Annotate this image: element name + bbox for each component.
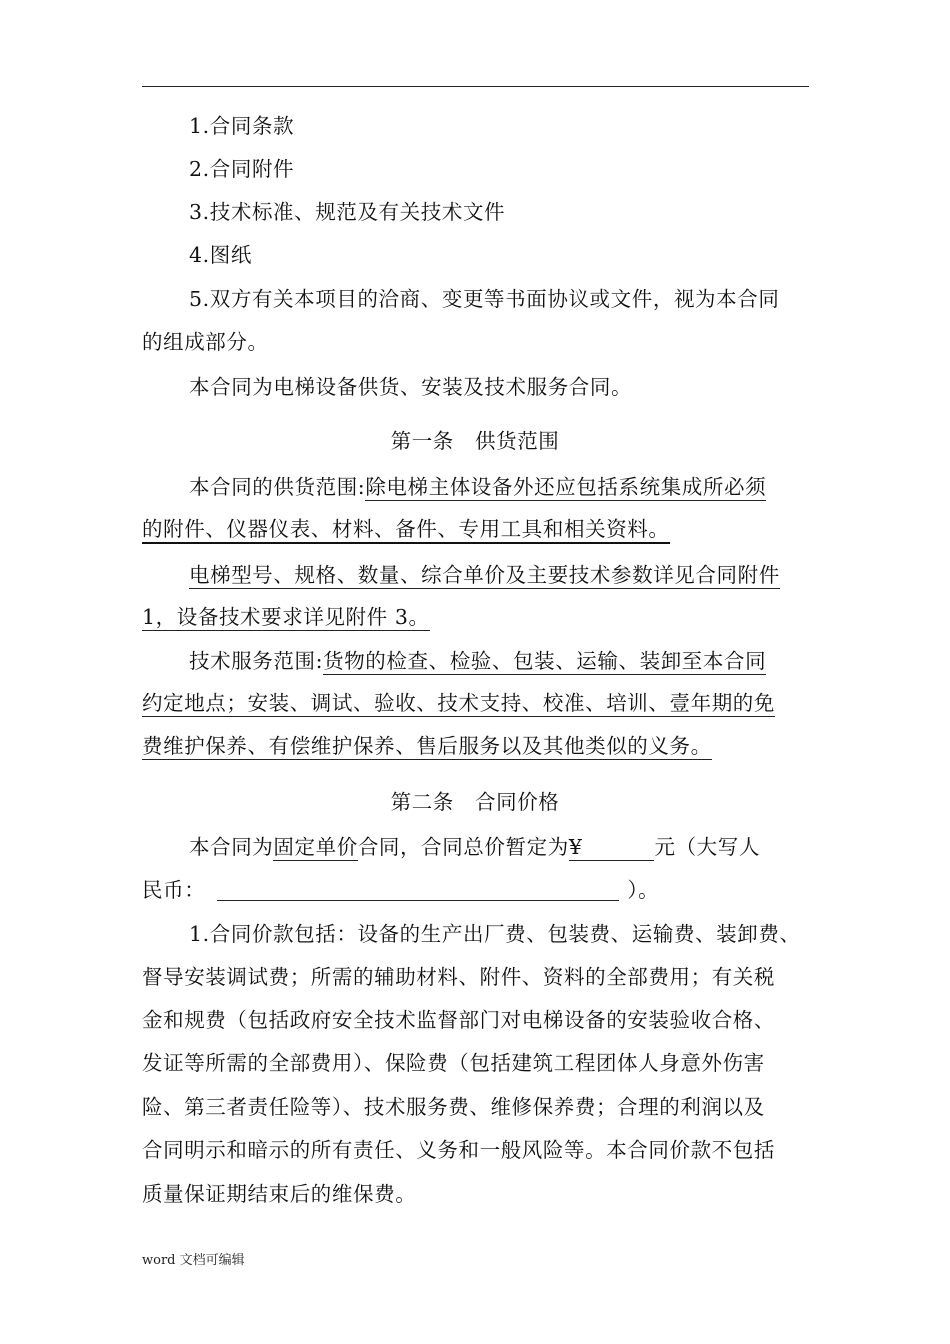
art1-p1-underlined-1: 除电梯主体设备外还应包括系统集成所必须	[365, 475, 767, 499]
art1-p2-line1	[189, 561, 780, 589]
art2-p1-line1	[189, 833, 760, 861]
art1-p1-line1	[189, 473, 766, 501]
page-footer: word 文档可编辑	[142, 1253, 245, 1268]
list-item-5-cont: 的组成部分。	[142, 330, 269, 354]
list-item-4: 4.图纸	[189, 243, 252, 267]
art2-p1-text-c: 合同，合同总价暂定为	[357, 835, 569, 859]
intro-paragraph: 本合同为电梯设备供货、安装及技术服务合同。	[189, 375, 633, 399]
art2-p1-line2	[142, 876, 659, 904]
art1-p3-underlined-2: 约定地点；安装、调试、验收、技术支持、校准、培训、壹年期的免	[142, 691, 775, 715]
art2-p2-line4: 发证等所需的全部费用）、保险费（包括建筑工程团体人身意外伤害	[142, 1051, 765, 1075]
art2-p2-line6: 合同明示和暗示的所有责任、义务和一般风险等。本合同价款不包括	[142, 1138, 775, 1162]
contract-type-fixed-unit-price: 固定单价	[273, 835, 358, 859]
art2-p2-line5: 险、第三者责任险等）、技术服务费、维修保养费；合理的利润以及	[142, 1095, 765, 1119]
header-rule	[142, 86, 809, 87]
art2-p1-text-a: 本合同为	[189, 835, 274, 859]
art1-p1-prefix: 本合同的供货范围:	[189, 475, 366, 499]
art1-p2-underlined-2: 1，设备技术要求详见附件 3。	[142, 605, 430, 629]
art2-p1-text-d: 元（大写人	[654, 835, 760, 859]
list-item-3: 3.技术标准、规范及有关技术文件	[189, 200, 506, 224]
art2-p2-line1: 1.合同价款包括：设备的生产出厂费、包装费、运输费、装卸费、	[189, 922, 801, 946]
list-item-2: 2.合同附件	[189, 157, 295, 181]
art2-p2-line7: 质量保证期结束后的维保费。	[142, 1182, 417, 1206]
art2-p1-text-f: ）。	[627, 878, 660, 902]
art1-p3-underlined-1: 货物的检查、检验、包装、运输、装卸至本合同	[323, 649, 767, 673]
art1-p3-underlined-3: 费维护保养、有偿维护保养、售后服务以及其他类似的义务。	[142, 734, 712, 758]
total-price-field	[569, 835, 655, 861]
art1-p2-line2	[142, 603, 430, 631]
art1-p1-line2	[142, 515, 670, 543]
art2-p1-text-e: 民币：	[142, 878, 206, 902]
art2-p2-line3: 金和规费（包括政府安全技术监督部门对电梯设备的安装验收合格、	[142, 1008, 775, 1032]
art1-p3-line1	[189, 647, 766, 675]
currency-symbol: ¥	[568, 835, 583, 859]
article-2-heading: 第二条 合同价格	[390, 790, 560, 814]
art1-p2-underlined-1: 电梯型号、规格、数量、综合单价及主要技术参数详见合同附件	[189, 563, 780, 587]
article-1-heading: 第一条 供货范围	[390, 429, 560, 453]
art1-p3-line3	[142, 732, 712, 760]
art2-p2-line2: 督导安装调试费；所需的辅助材料、附件、资料的全部费用；有关税	[142, 965, 775, 989]
art1-p1-underlined-2: 的附件、仪器仪表、材料、备件、专用工具和相关资料。	[142, 517, 670, 544]
art1-p3-prefix: 技术服务范围:	[189, 649, 324, 673]
list-item-1: 1.合同条款	[189, 114, 295, 138]
list-item-5: 5.双方有关本项目的洽商、变更等书面协议或文件，视为本合同	[189, 287, 780, 311]
art1-p3-line2	[142, 689, 775, 717]
amount-in-words-blank	[217, 878, 619, 901]
